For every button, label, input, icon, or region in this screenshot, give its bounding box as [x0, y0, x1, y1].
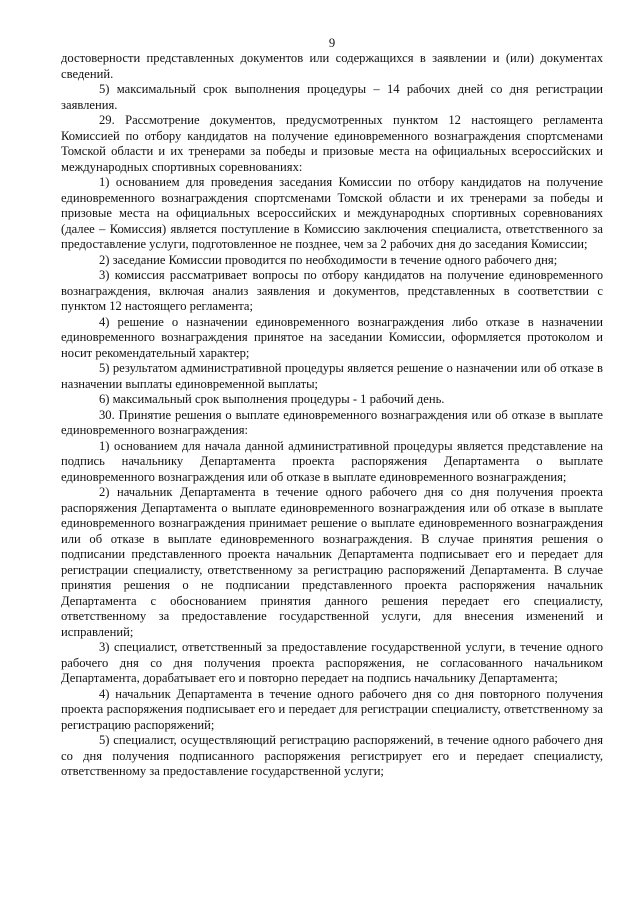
paragraph-30-item-3: 3) специалист, ответственный за предоставление государственной услуги, в течение одного рабочего дня со дня получения проекта распоряжения, не согласованного начальником Департамента, дорабатывает его и повторно передает на подпись начальнику Департамента; [61, 640, 603, 685]
paragraph-29-item-5: 5) результатом административной процедуры является решение о назначении или об отказе в назначении выплаты единовременной выплаты; [61, 361, 603, 391]
paragraph-29-item-1: 1) основанием для проведения заседания Комиссии по отбору кандидатов на получение единовременного вознаграждения спортсменами Томской области и их тренерами за победы и призовые места на официальных всероссийских и международных спортивных соревнованиях (далее – Комиссия) является поступление в Комиссию заключения специалиста, ответственного за предоставление услуги, подготовленное не позднее, чем за 2 рабочих дня до заседания Комиссии; [61, 175, 603, 251]
paragraph-section-29: 29. Рассмотрение документов, предусмотренных пунктом 12 настоящего регламента Комиссией по отбору кандидатов на получение единовременного вознаграждения спортсменами Томской области и их тренерами за победы и призовые места на официальных всероссийских и международных спортивных соревнованиях: [61, 113, 603, 174]
paragraph-29-item-3: 3) комиссия рассматривает вопросы по отбору кандидатов на получение единовременного вознаграждения, включая анализ заявления и документов, представленных в соответствии с пунктом 12 настоящего регламента; [61, 268, 603, 313]
paragraph-29-item-2: 2) заседание Комиссии проводится по необходимости в течение одного рабочего дня; [99, 252, 558, 267]
page-number: 9 [328, 36, 336, 50]
document-page [61, 36, 603, 780]
paragraph-30-item-2: 2) начальник Департамента в течение одного рабочего дня со дня получения проекта распоряжения Департамента о выплате единовременного вознаграждения или об отказе в выплате единовременного вознаграждения принимает решение о выплате единовременного вознаграждения или об отказе в выплате единовременного вознаграждения. В случае принятия решения о подписании представленного проекта начальник Департамента подписывает его и передает для регистрации специалисту, ответственному за регистрацию распоряжений Департамента. В случае принятия решения о не подписании представленного проекта распоряжения начальник Департамента с обоснованием принятия данного решения передает его специалисту, ответственному за предоставление государственной услуги, для внесения изменений и исправлений; [61, 485, 603, 639]
paragraph-29-item-4: 4) решение о назначении единовременного вознаграждения либо отказе в назначении единовременного вознаграждения принятое на заседании Комиссии, оформляется протоколом и носит рекомендательный характер; [61, 314, 603, 360]
paragraph-item-5-max-term: 5) максимальный срок выполнения процедуры – 14 рабочих дней со дня регистрации заявления. [61, 82, 603, 112]
paragraph-continuation: достоверности представленных документов или содержащихся в заявлении и (или) документах сведений. [61, 51, 603, 81]
paragraph-30-item-5: 5) специалист, осуществляющий регистрацию распоряжений, в течение одного рабочего дня со дня получения подписанного распоряжения регистрирует его и передает специалисту, ответственному за предоставление государственной услуги; [61, 733, 603, 778]
paragraph-section-30: 30. Принятие решения о выплате единовременного вознаграждения или об отказе в выплате единовременного вознаграждения: [61, 407, 603, 437]
paragraph-29-item-6: 6) максимальный срок выполнения процедуры - 1 рабочий день. [99, 392, 445, 406]
paragraph-30-item-1: 1) основанием для начала данной административной процедуры является представление на подпись начальнику Департамента проекта распоряжения Департамента о выплате единовременного вознаграждения или об отказе в выплате единовременного вознаграждения; [61, 438, 603, 484]
paragraph-30-item-4: 4) начальник Департамента в течение одного рабочего дня со дня повторного получения проекта распоряжения подписывает его и передает для регистрации специалисту, ответственному за регистрацию распоряжений; [61, 686, 603, 732]
